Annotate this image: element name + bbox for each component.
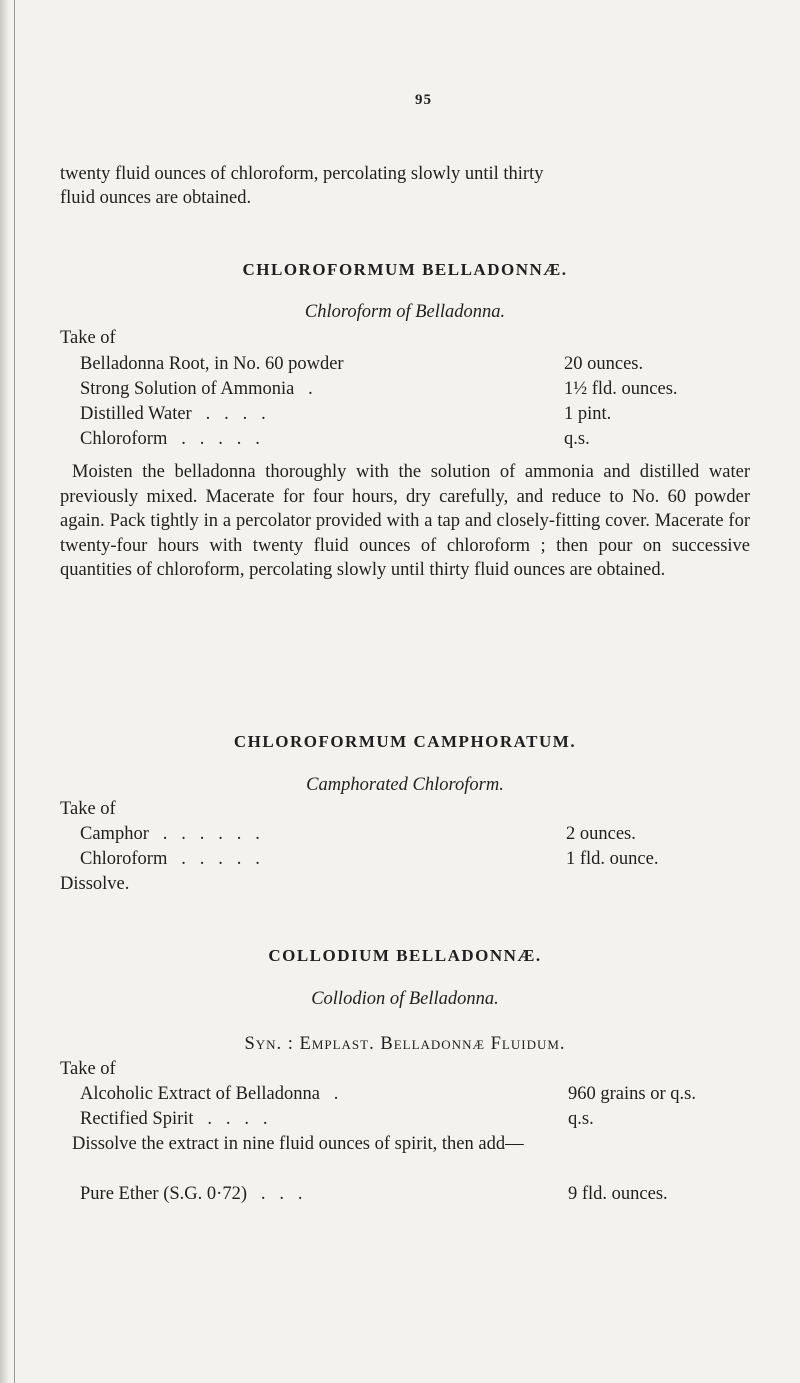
page-edge-line [14,0,15,1383]
directions-text: Dissolve the extract in nine fluid ounces of spirit, then add— [72,1134,524,1154]
section-title-chloroformum-camphoratum: CHLOROFORMUM CAMPHORATUM. [233,732,577,751]
ingredient-quantity: 960 grains or q.s. [568,1084,696,1104]
synonym-line: Syn. : Emplast. Belladonnæ Fluidum. [244,1034,566,1054]
ingredient-row [80,1182,740,1206]
ingredient-quantity: 1 fld. ounce. [566,849,659,869]
ingredient-quantity: 9 fld. ounces. [568,1184,668,1204]
section-subtitle: Camphorated Chloroform. [306,775,504,795]
ingredient-quantity: 1½ fld. ounces. [564,379,678,399]
take-of-label: Take of [60,799,116,819]
page-number: 95 [415,92,432,108]
ingredient-quantity: 20 ounces. [564,354,644,374]
ingredient-name: Camphor . . . . . . [80,824,260,844]
page-binding-shadow [0,0,10,1383]
directions-text: Moisten the belladonna thoroughly with the solution of ammonia and distilled water previously mixed. Macerate for four hours, dry carefully, and reduce to No. 60 powder again. Pack tightly in a percolator provided with a tap and closely-fitting cover. Macerate for twenty-four hours with twenty fluid ounces of chloroform ; then pour on successive quantities of chloroform, percolating slowly until thirty fluid ounces are obtained. [60,462,750,580]
ingredient-name: Rectified Spirit . . . . [80,1109,268,1129]
ingredient-name: Chloroform . . . . . [80,429,260,449]
ingredient-name: Distilled Water . . . . [80,404,266,424]
ingredient-row [80,1107,740,1131]
section-subtitle: Collodion of Belladonna. [311,989,499,1009]
ingredient-row [80,822,740,846]
ingredient-name: Belladonna Root, in No. 60 powder [80,354,344,374]
take-of-label: Take of [60,1059,116,1079]
ingredient-row [80,427,740,451]
ingredient-quantity: q.s. [568,1109,594,1129]
directions-paragraph [60,1132,750,1157]
ingredient-name: Pure Ether (S.G. 0·72) . . . [80,1184,303,1204]
ingredient-row [80,377,740,401]
section-title-chloroformum-belladonnae: CHLOROFORMUM BELLADONNÆ. [242,260,568,279]
ingredient-row [80,352,740,376]
ingredient-name: Chloroform . . . . . [80,849,260,869]
ingredient-quantity: 2 ounces. [566,824,636,844]
ingredient-row [80,847,740,871]
directions-paragraph [60,460,750,583]
take-of-label: Take of [60,328,116,348]
ingredient-row [80,402,740,426]
ingredient-row [80,1082,740,1106]
intro-line-2: fluid ounces are obtained. [60,188,252,208]
ingredient-name: Strong Solution of Ammonia . [80,379,313,399]
directions-text: Dissolve. [60,874,130,894]
ingredient-quantity: 1 pint. [564,404,612,424]
section-title-collodium-belladonnae: COLLODIUM BELLADONNÆ. [268,946,542,965]
ingredient-quantity: q.s. [564,429,590,449]
ingredient-name: Alcoholic Extract of Belladonna . [80,1084,339,1104]
intro-line-1: twenty fluid ounces of chloroform, percolating slowly until thirty [60,164,544,184]
section-subtitle: Chloroform of Belladonna. [304,302,506,322]
